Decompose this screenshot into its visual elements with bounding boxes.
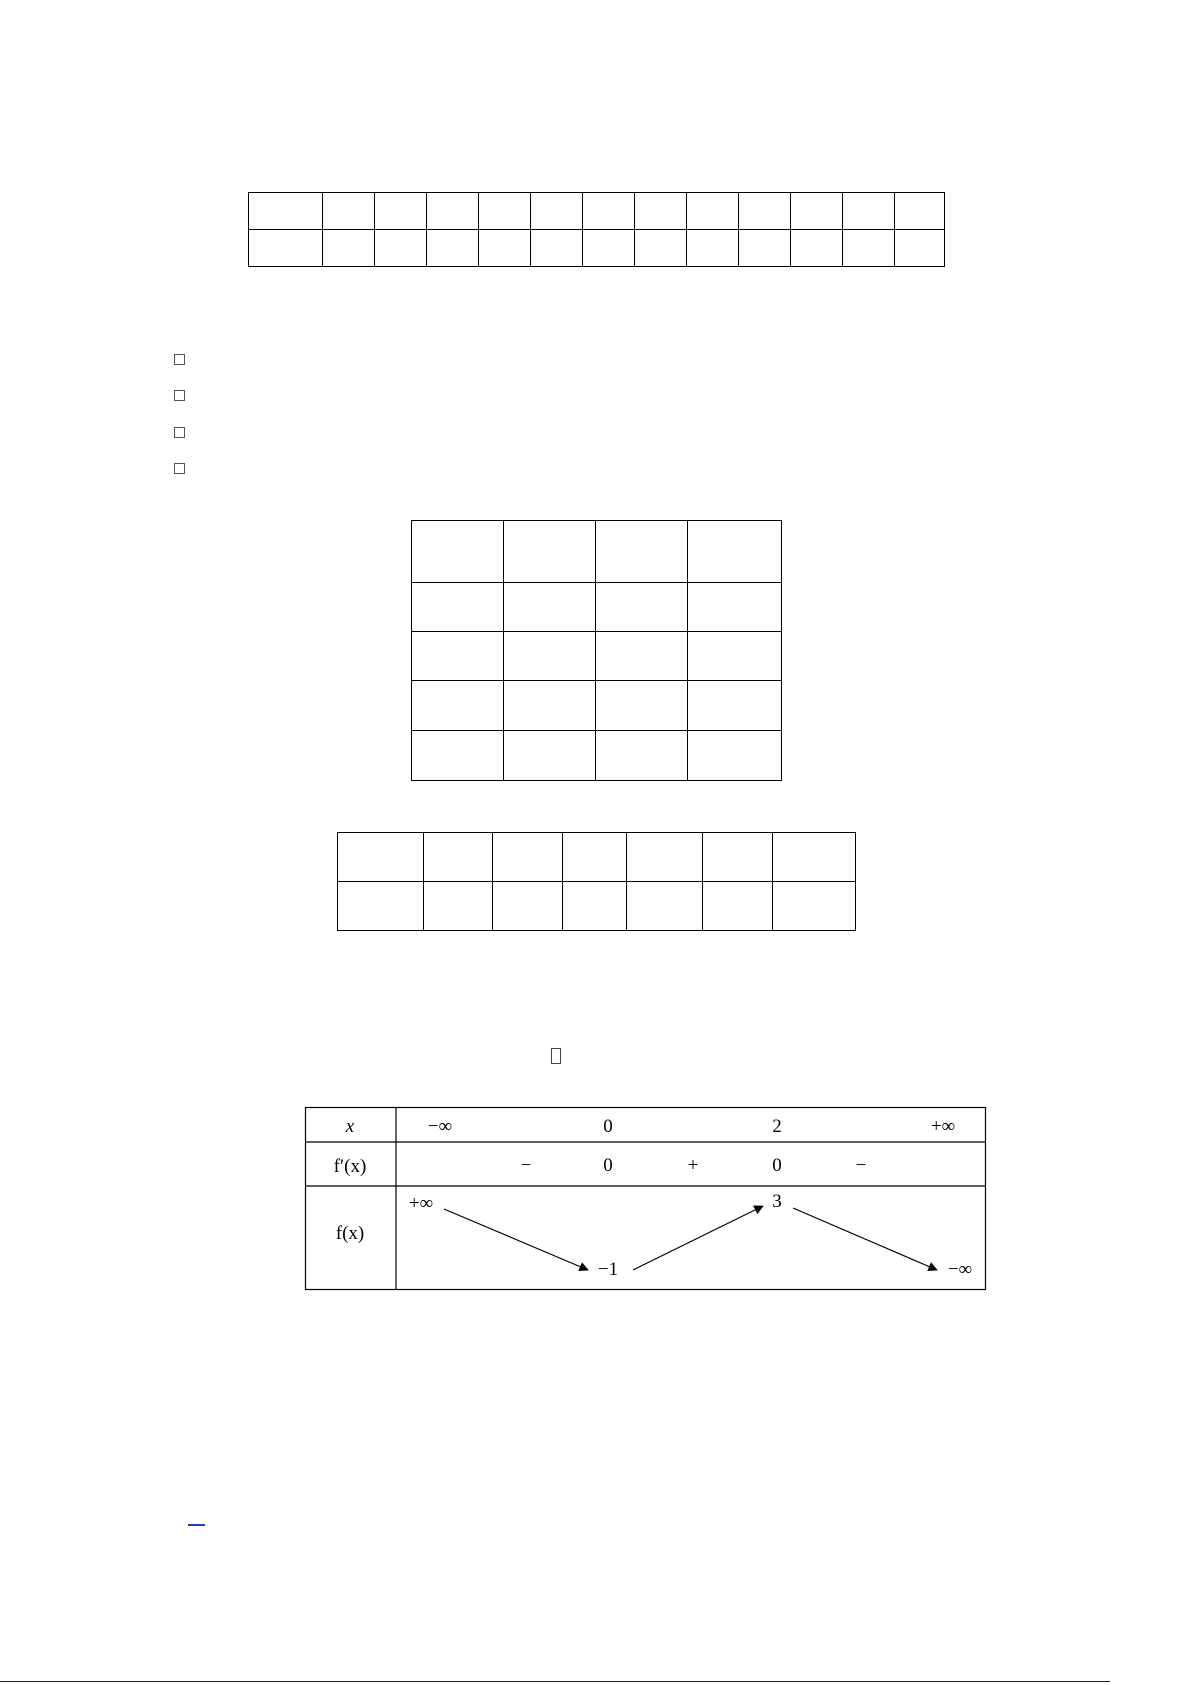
table-cell: [504, 731, 596, 781]
table-cell: [424, 833, 493, 882]
f-value-end: −∞: [947, 1259, 973, 1280]
table-cell: [627, 882, 703, 931]
arrow-increasing: [633, 1206, 763, 1270]
table-cell: [338, 882, 424, 931]
table-cell: [375, 230, 427, 267]
table-cell: [596, 632, 688, 681]
table-cell: [504, 681, 596, 731]
table-cell: [596, 731, 688, 781]
f-value-min: −1: [597, 1259, 619, 1280]
table-cell: [739, 193, 791, 230]
table-cell: [773, 882, 856, 931]
table-cell: [563, 882, 627, 931]
table-cell: [635, 193, 687, 230]
table-3: [337, 832, 856, 931]
sign-value: −: [520, 1155, 532, 1176]
table-cell: [563, 833, 627, 882]
table-row: [338, 833, 856, 882]
table-cell: [323, 230, 375, 267]
table-border: [306, 1108, 986, 1290]
table-cell: [583, 193, 635, 230]
table-cell: [493, 833, 563, 882]
row-label-fprime: f′(x): [333, 1156, 367, 1177]
table-cell: [688, 521, 782, 583]
table-cell: [596, 583, 688, 632]
footnote-link[interactable]: [188, 1524, 205, 1526]
table-cell: [688, 681, 782, 731]
page-bottom-rule: [0, 1681, 1110, 1682]
table-cell: [627, 833, 703, 882]
arrow-decreasing: [444, 1209, 588, 1270]
table-cell: [531, 230, 583, 267]
arrow-decreasing: [793, 1208, 937, 1270]
table-row: [412, 681, 782, 731]
table-cell: [479, 193, 531, 230]
table-cell: [412, 632, 504, 681]
x-value: +∞: [930, 1116, 956, 1137]
table-row: [412, 583, 782, 632]
option-b-checkbox[interactable]: [174, 390, 185, 401]
table-cell: [596, 681, 688, 731]
table-cell: [249, 193, 323, 230]
table-cell: [791, 230, 843, 267]
sign-value: −: [855, 1155, 867, 1176]
table-row: [249, 193, 945, 230]
table-cell: [895, 193, 945, 230]
table-cell: [688, 731, 782, 781]
f-value-max: 3: [772, 1191, 782, 1212]
table-1: [248, 192, 945, 267]
table-cell: [895, 230, 945, 267]
table-cell: [412, 681, 504, 731]
table-row: [412, 521, 782, 583]
table-cell: [375, 193, 427, 230]
table-cell: [424, 882, 493, 931]
table-cell: [493, 882, 563, 931]
table-cell: [596, 521, 688, 583]
f-value-start: +∞: [408, 1193, 434, 1214]
table-row: [249, 230, 945, 267]
table-cell: [583, 230, 635, 267]
table-cell: [504, 583, 596, 632]
row-label-f: f(x): [335, 1223, 365, 1244]
option-c-checkbox[interactable]: [174, 427, 185, 438]
table-cell: [687, 230, 739, 267]
x-value: 2: [772, 1116, 782, 1137]
table-cell: [739, 230, 791, 267]
table-cell: [412, 583, 504, 632]
table-2: [411, 520, 782, 781]
sign-value: 0: [603, 1155, 613, 1176]
table-cell: [323, 193, 375, 230]
table-cell: [504, 632, 596, 681]
table-row: [338, 882, 856, 931]
table-cell: [249, 230, 323, 267]
table-cell: [427, 193, 479, 230]
table-cell: [504, 521, 596, 583]
table-cell: [688, 632, 782, 681]
option-a-checkbox[interactable]: [174, 354, 185, 365]
table-cell: [531, 193, 583, 230]
table-cell: [791, 193, 843, 230]
table-cell: [688, 583, 782, 632]
option-d-checkbox[interactable]: [174, 463, 185, 474]
row-label-x: x: [345, 1116, 355, 1137]
table-cell: [843, 230, 895, 267]
table-cell: [843, 193, 895, 230]
table-cell: [412, 521, 504, 583]
table-cell: [338, 833, 424, 882]
x-value: −∞: [427, 1116, 453, 1137]
table-cell: [687, 193, 739, 230]
sign-value: 0: [772, 1155, 782, 1176]
table-cell: [479, 230, 531, 267]
table-cell: [412, 731, 504, 781]
table-cell: [703, 882, 773, 931]
table-row: [412, 731, 782, 781]
x-value: 0: [603, 1116, 613, 1137]
missing-glyph-icon: [551, 1048, 561, 1064]
table-cell: [427, 230, 479, 267]
sign-value: +: [687, 1155, 699, 1176]
table-cell: [703, 833, 773, 882]
table-row: [412, 632, 782, 681]
variation-table: [305, 1107, 986, 1291]
table-cell: [635, 230, 687, 267]
table-cell: [773, 833, 856, 882]
